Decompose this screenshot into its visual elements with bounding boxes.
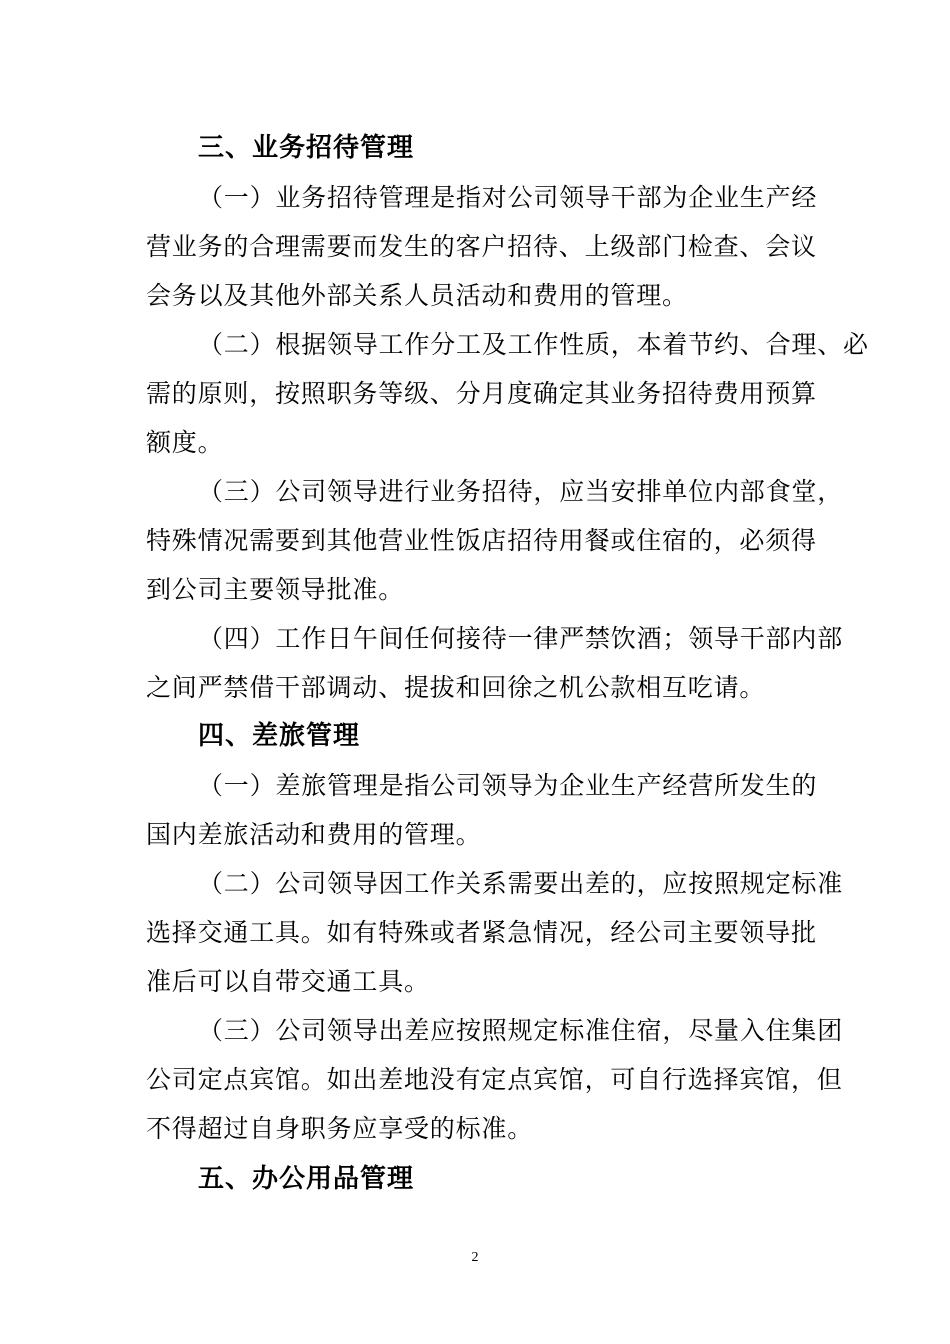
section-heading-3: 三、业务招待管理 [198, 133, 415, 163]
paragraph-line: 到公司主要领导批准。 [146, 575, 405, 604]
paragraph [146, 761, 818, 859]
paragraph-line: 特殊情况需要到其他营业性饭店招待用餐或住宿的，必须得 [146, 526, 817, 555]
document-body [146, 124, 869, 1204]
paragraph-line: （四）工作日午间任何接待一律严禁饮酒；领导干部内部 [198, 624, 844, 653]
paragraph [146, 1006, 844, 1153]
paragraph-line: 营业务的合理需要而发生的客户招待、上级部门检查、会议 [146, 232, 817, 261]
paragraph-line: 国内差旅活动和费用的管理。 [146, 820, 482, 849]
paragraph-line: 不得超过自身职务应享受的标准。 [146, 1114, 534, 1143]
paragraph [146, 467, 844, 614]
section-heading-4: 四、差旅管理 [198, 721, 361, 751]
paragraph-line: （三）公司领导出差应按照规定标准住宿，尽量入住集团 [198, 1016, 844, 1045]
paragraph-line: 额度。 [146, 428, 224, 457]
paragraph-line: 之间严禁借干部调动、提拔和回徐之机公款相互吃请。 [146, 673, 766, 702]
paragraph-line: （一）业务招待管理是指对公司领导干部为企业生产经 [198, 183, 818, 212]
paragraph-line: 公司定点宾馆。如出差地没有定点宾馆，可自行选择宾馆，但 [146, 1065, 843, 1094]
paragraph-line: 准后可以自带交通工具。 [146, 967, 430, 996]
paragraph [146, 173, 818, 320]
paragraph [146, 614, 844, 712]
page-number: 2 [471, 1250, 479, 1265]
paragraph-line: 需的原则，按照职务等级、分月度确定其业务招待费用预算 [146, 379, 817, 408]
paragraph [146, 859, 844, 1006]
paragraph-line: （三）公司领导进行业务招待，应当安排单位内部食堂， [198, 477, 844, 506]
paragraph-line: 选择交通工具。如有特殊或者紧急情况，经公司主要领导批 [146, 918, 817, 947]
section-heading-5: 五、办公用品管理 [198, 1164, 415, 1194]
paragraph [146, 320, 869, 467]
paragraph-line: （二）公司领导因工作关系需要出差的，应按照规定标准 [198, 869, 844, 898]
paragraph-line: 会务以及其他外部关系人员活动和费用的管理。 [146, 281, 688, 310]
paragraph-line: （二）根据领导工作分工及工作性质，本着节约、合理、必 [198, 330, 869, 359]
paragraph-line: （一）差旅管理是指公司领导为企业生产经营所发生的 [198, 771, 818, 800]
